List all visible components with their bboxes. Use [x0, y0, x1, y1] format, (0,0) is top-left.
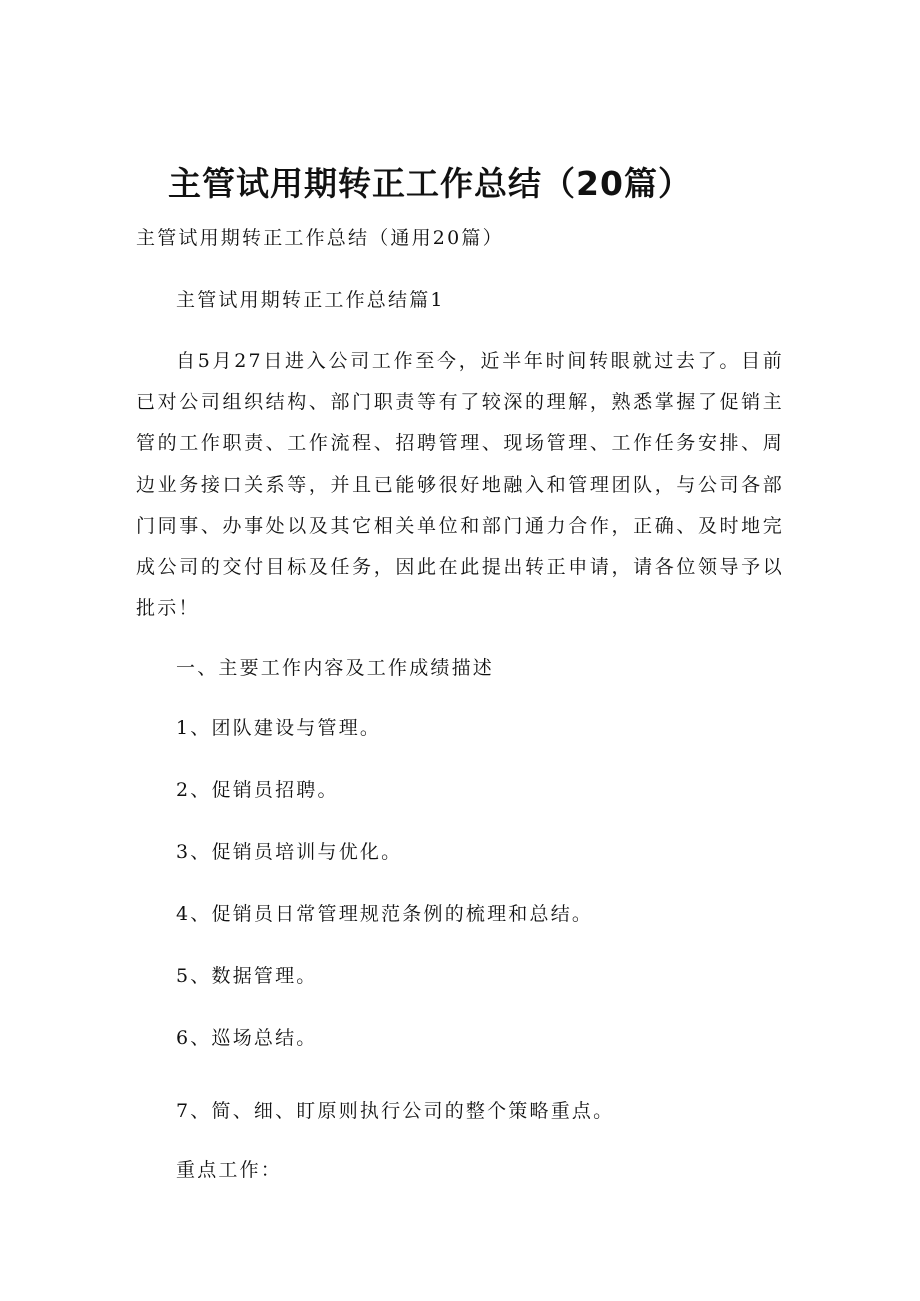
part-heading: 一、主要工作内容及工作成绩描述	[176, 657, 495, 679]
document-title: 主管试用期转正工作总结（20篇）	[168, 164, 692, 203]
intro-paragraph: 自5月27日进入公司工作至今，近半年时间转眼就过去了。目前已对公司组织结构、部门职责等有了较深的理解，熟悉掌握了促销主管的工作职责、工作流程、招聘管理、现场管理、工作任务安排、周边业务接口关系等，并且已能够很好地融入和管理团队，与公司各部门同事、办事处以及其它相关单位和部门通力合作，正确、及时地完成公司的交付目标及任务，因此在此提出转正申请，请各位领导予以批示！	[136, 350, 784, 620]
list-item: 4、促销员日常管理规范条例的梳理和总结。	[176, 903, 594, 925]
list-item: 7、简、细、盯原则执行公司的整个策略重点。	[176, 1100, 615, 1122]
list-item: 1、团队建设与管理。	[176, 717, 382, 739]
section-heading: 主管试用期转正工作总结篇1	[176, 289, 445, 311]
list-item: 2、促销员招聘。	[176, 779, 339, 801]
list-item: 6、巡场总结。	[176, 1027, 318, 1049]
document-subtitle: 主管试用期转正工作总结（通用20篇）	[136, 227, 504, 249]
list-item: 3、促销员培训与优化。	[176, 841, 403, 863]
key-work-label: 重点工作：	[176, 1159, 283, 1181]
list-item: 5、数据管理。	[176, 965, 318, 987]
